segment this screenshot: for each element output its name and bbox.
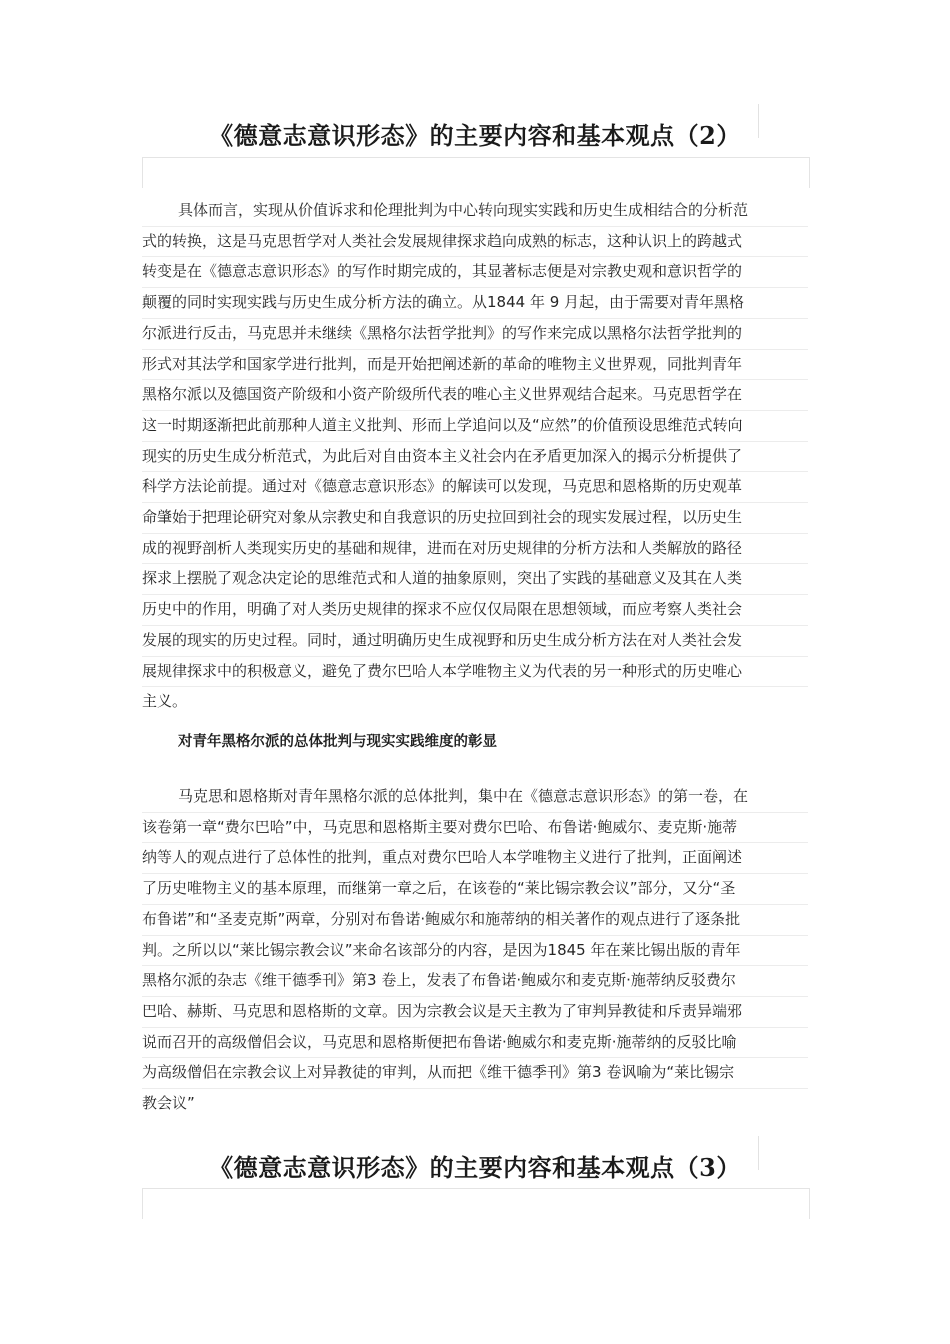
paragraph-line: 该卷第一章“费尔巴哈”中，马克思和恩格斯主要对费尔巴哈、布鲁诺·鲍威尔、麦克斯·施蒂 bbox=[142, 813, 808, 844]
paragraph-line: 颠覆的同时实现实践与历史生成分析方法的确立。从1844 年 9 月起，由于需要对青年黑格 bbox=[142, 288, 808, 319]
paragraph-line: 说而召开的高级僧侣会议，马克思和恩格斯便把布鲁诺·鲍威尔和麦克斯·施蒂纳的反驳比喻 bbox=[142, 1028, 808, 1059]
body-paragraph-2 bbox=[142, 782, 808, 1119]
paragraph-line: 了历史唯物主义的基本原理，而继第一章之后，在该卷的“莱比锡宗教会议”部分，又分“圣 bbox=[142, 874, 808, 905]
section-title-2: 《德意志意识形态》的主要内容和基本观点（2） bbox=[209, 121, 741, 151]
body-paragraph-1 bbox=[142, 196, 808, 717]
title-cursor-mark bbox=[758, 1136, 759, 1170]
paragraph-line: 成的视野剖析人类现实历史的基础和规律，进而在对历史规律的分析方法和人类解放的路径 bbox=[142, 534, 808, 565]
section-frame bbox=[142, 1188, 810, 1219]
section-frame bbox=[142, 157, 810, 188]
paragraph-line: 历史中的作用，明确了对人类历史规律的探求不应仅仅局限在思想领域，而应考察人类社会 bbox=[142, 595, 808, 626]
paragraph-line: 现实的历史生成分析范式，为此后对自由资本主义社会内在矛盾更加深入的揭示分析提供了 bbox=[142, 442, 808, 473]
paragraph-line: 科学方法论前提。通过对《德意志意识形态》的解读可以发现，马克思和恩格斯的历史观革 bbox=[142, 472, 808, 503]
paragraph-line: 巴哈、赫斯、马克思和恩格斯的文章。因为宗教会议是天主教为了审判异教徒和斥责异端邪 bbox=[142, 997, 808, 1028]
paragraph-line: 主义。 bbox=[142, 692, 188, 711]
subheading: 对青年黑格尔派的总体批判与现实实践维度的彰显 bbox=[178, 734, 497, 750]
paragraph-line: 判。之所以以“莱比锡宗教会议”来命名该部分的内容，是因为1845 年在莱比锡出版的青年 bbox=[142, 936, 808, 967]
paragraph-line: 这一时期逐渐把此前那种人道主义批判、形而上学追问以及“应然”的价值预设思维范式转向 bbox=[142, 411, 808, 442]
paragraph-line: 尔派进行反击，马克思并未继续《黑格尔法哲学批判》的写作来完成以黑格尔法哲学批判的 bbox=[142, 319, 808, 350]
title-cursor-mark bbox=[758, 104, 759, 138]
paragraph-line: 教会议” bbox=[142, 1094, 195, 1113]
paragraph-line: 探求上摆脱了观念决定论的思维范式和人道的抽象原则，突出了实践的基础意义及其在人类 bbox=[142, 564, 808, 595]
paragraph-line: 发展的现实的历史过程。同时，通过明确历史生成视野和历史生成分析方法在对人类社会发 bbox=[142, 626, 808, 657]
paragraph-line: 布鲁诺”和“圣麦克斯”两章，分别对布鲁诺·鲍威尔和施蒂纳的相关著作的观点进行了逐条批 bbox=[142, 905, 808, 936]
paragraph-line: 式的转换，这是马克思哲学对人类社会发展规律探求趋向成熟的标志，这种认识上的跨越式 bbox=[142, 227, 808, 258]
paragraph-line: 命肇始于把理论研究对象从宗教史和自我意识的历史拉回到社会的现实发展过程，以历史生 bbox=[142, 503, 808, 534]
paragraph-line: 为高级僧侣在宗教会议上对异教徒的审判，从而把《维干德季刊》第3 卷讽喻为“莱比锡宗 bbox=[142, 1058, 808, 1089]
section-title-3: 《德意志意识形态》的主要内容和基本观点（3） bbox=[209, 1153, 741, 1183]
paragraph-line: 黑格尔派以及德国资产阶级和小资产阶级所代表的唯心主义世界观结合起来。马克思哲学在 bbox=[142, 380, 808, 411]
paragraph-line: 展规律探求中的积极意义，避免了费尔巴哈人本学唯物主义为代表的另一种形式的历史唯心 bbox=[142, 657, 808, 688]
paragraph-line: 具体而言，实现从价值诉求和伦理批判为中心转向现实实践和历史生成相结合的分析范 bbox=[142, 196, 808, 227]
paragraph-line: 形式对其法学和国家学进行批判，而是开始把阐述新的革命的唯物主义世界观，同批判青年 bbox=[142, 350, 808, 381]
paragraph-line: 黑格尔派的杂志《维干德季刊》第3 卷上，发表了布鲁诺·鲍威尔和麦克斯·施蒂纳反驳费尔 bbox=[142, 966, 808, 997]
paragraph-line: 马克思和恩格斯对青年黑格尔派的总体批判，集中在《德意志意识形态》的第一卷，在 bbox=[142, 782, 808, 813]
paragraph-line: 纳等人的观点进行了总体性的批判，重点对费尔巴哈人本学唯物主义进行了批判，正面阐述 bbox=[142, 843, 808, 874]
paragraph-line: 转变是在《德意志意识形态》的写作时期完成的，其显著标志便是对宗教史观和意识哲学的 bbox=[142, 257, 808, 288]
